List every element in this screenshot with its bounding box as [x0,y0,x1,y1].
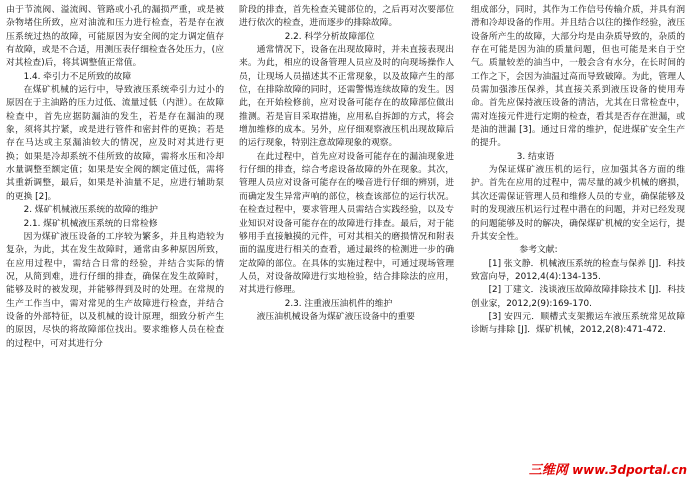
text-column-3 [471,4,685,338]
paragraph: 由于节流阀、溢流阀、管路或小孔的漏损严重，或是被杂物堵住所致，应对油流和压力进行检查，若是存在液压系统过热的故障，可能原因为安全阀的定力调定值存有故障，或是不合适，用测压表仔细检查各处压力，(应对其检查)后，将其调整值正常值。 [6,5,224,69]
paragraph: 因为煤矿液压设备的工序较为繁多，并且构造较为复杂，为此，其在发生故障时，通常由多种原因所致，在应用过程中，需结合日常的经验，并结合实际的情况，从简到难，进行仔细的排查，确保在发生故障时，能够及时的被发现，并能够得到及时的处理。在常规的生产工作当中，需对常见的生产故障进行检查，并结合设备的外部特征，以及机械的设计原理，细致分析产生的原因，尽快的将故障部位找出。要求维修人员在检查的过程中，可对其进行分 [6,231,224,349]
reference-item: [1] 张文静．机械液压系统的检查与保养 [J]．科技致富向导，2012,4(4):134-135. [471,258,685,282]
paragraph: 在此过程中，首先应对设备可能存在的漏油现象进行仔细的排查，综合考虑设备故障的外在现象。其次，管理人员应对设备可能存在的噪音进行仔细的辨别，进而确定发生异常声响的部位，核查该部位的运行状况。在检查过程中，要求管理人员需结合实践经验，以及专业知识对设备可能存在的故障进行排查。最后，对于能够用手直接触摸的元件，可对其相关的磨损情况和附表面的温度进行相关的查看，通过最终的检测进一步的确定故障的部位。在具体的实施过程中，可通过现场管理人员，对设备故障进行实地检验，结合排除法的应用，对其进行修理。 [239,151,454,296]
reference-item: [3] 安四元．顺槽式支架搬运车液压系统常见故障诊断与排除 [J]．煤矿机械，2012,2(8):471-472. [471,311,685,336]
watermark-url: www.3dportal.cn [572,463,687,477]
section-heading: 2. 煤矿机械液压系统的故障的维护 [23,205,158,216]
text-column-1 [6,4,224,351]
site-watermark [529,459,687,478]
reference-item: [2] 丁建文．浅谈液压故障故障排除技术 [J]．科技创业家，2012,2(9):169-170. [471,285,685,309]
paragraph: 为保证煤矿液压机的运行，应加强其各方面的维护。首先在应用的过程中，需尽量的减少机械的磨损，其次还需保证管理人员和维修人员的专业，确保能够及时的发现液压机运行过程中潜在的问题，并对已经发现的问题能够及时的解决，确保煤矿机械的安全运行，提升其安全性。 [471,165,685,242]
subsection-heading: 2.1. 煤矿机械液压系统的日常检修 [23,218,158,229]
subsection-heading: 2.2. 科学分析故障部位 [284,31,375,42]
subsection-heading: 2.3. 注重液压油机件的维护 [284,298,393,309]
watermark-chinese: 三维网 [528,463,568,478]
section-heading: 3. 结束语 [516,151,555,162]
paragraph: 阶段的排查，首先检查关键部位的，之后再对次要部位进行依次的检查，进而逐步的排除故障。 [239,5,454,29]
section-heading: 1.4. 牵引力不足所致的故障 [23,71,132,82]
paragraph: 液压油机械设备为煤矿液压设备中的重要 [256,311,415,322]
references-heading: 参考文献: [519,245,558,256]
paragraph: 在煤矿机械的运行中，导致液压系统牵引力过小的原因在于主油路的压力过低、流量过低（内泄）。在故障检查中，首先应据防漏油的发生，若是存在漏油的现象，须将其拧紧，或是进行管件和密封件的更换；若是存在马达或主泵漏油较大的情况，应及时对其进行更换；如果是冷却系统不佳所致的故障，需将水压和冷却水量调整至额定值；如果是安全阀的额定值过低，需将其重新调整，最后，如果是补油量不足，应进行辅助泵的更换 [2]。 [6,85,224,202]
paragraph: 通常情况下，设备在出现故障时，并未直接表现出来。为此，相应的设备管理人员应及时的向现场操作人员，让现场人员描述其不正常现象，以及故障产生的部位，在排除故障的同时，还需警惕连续故障的发生。因此，在开始检修前，应对设备可能存在的故障部位做出推测。若是盲目采取措施，应用私自拆卸的方式，将会增加维修的成本。另外，应仔细观察液压机出现故障后的运行现象，特别注意故障现象的观察。 [239,45,454,149]
text-column-2 [239,4,454,324]
paragraph: 组成部分，同时，其作为工作信号传输介质，并具有润滑和冷却设备的作用。并且结合以往的操作经验，液压设备所产生的故障，大部分均是由杂质导致的，杂质的存在可能是因为油的质量问题，但也可能是来自于空气。质量较差的油当中，一般会含有水分，在长时间的工作之下，会因为油温过高而导致破障。为此，管理人员需加强渗压保养，其直接关系到液压设备的使用寿命。首先应保持液压设备的清洁，尤其在日常检查中，需对连接元件进行定期的检查，看其是否存在泄漏，或是油的泄漏 [3]。通过日常的维护，促进煤矿安全生产的提升。 [471,5,685,149]
